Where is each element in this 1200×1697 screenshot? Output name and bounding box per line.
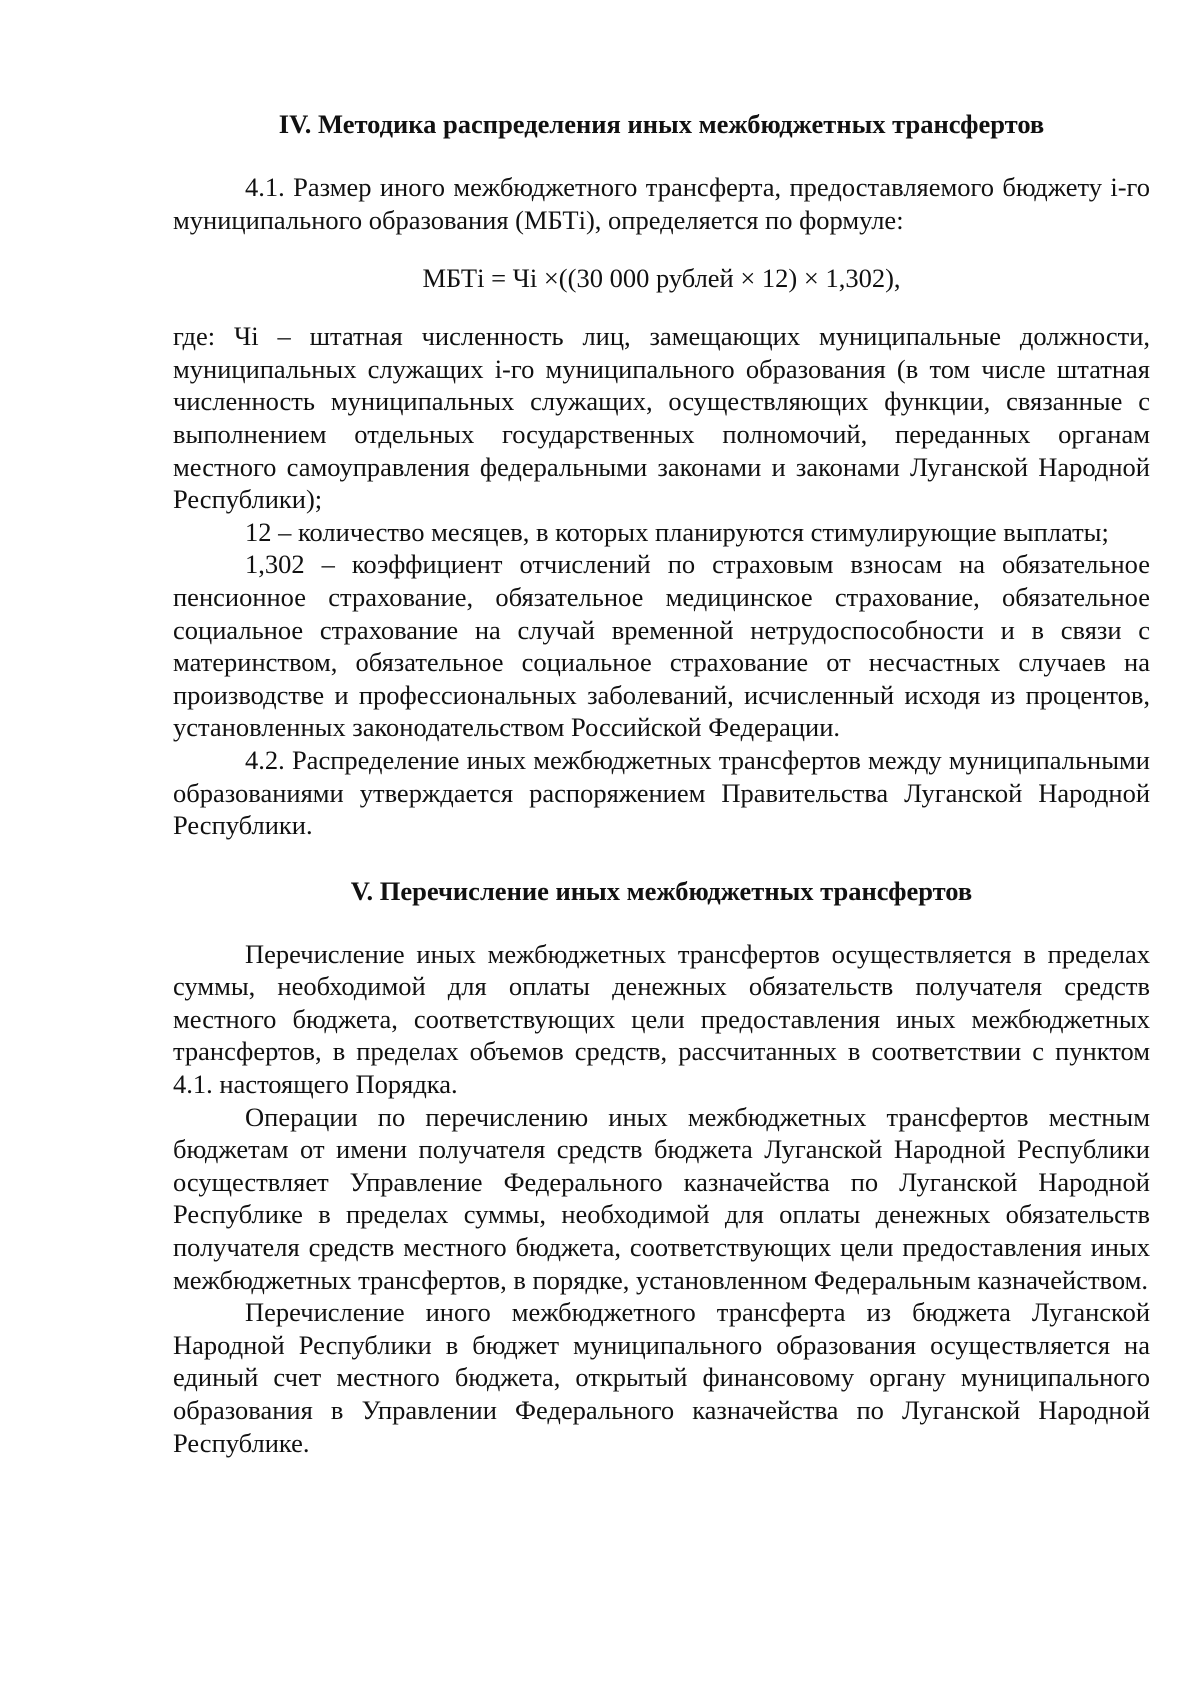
paragraph-4-1: 4.1. Размер иного межбюджетного трансферта, предоставляемого бюджету i-го муниципального образования (МБТi), определяется по формуле: bbox=[173, 172, 1150, 235]
section-5-paragraph-3: Перечисление иного межбюджетного трансферта из бюджета Луганской Народной Республики в бюджет муниципального образования осуществляется на единый счет местного бюджета, открытый финансовому органу муниципального образования в Управлении Федерального казначейства по Луганской Народной Республике. bbox=[173, 1297, 1150, 1458]
where-12-definition: 12 – количество месяцев, в которых планируются стимулирующие выплаты; bbox=[245, 516, 1109, 547]
formula-mbt: МБТi = Чi ×((30 000 рублей × 12) × 1,302), bbox=[422, 263, 901, 294]
section-5-heading: V. Перечисление иных межбюджетных трансфертов bbox=[350, 875, 973, 906]
where-ch-definition: где: Чi – штатная численность лиц, замещающих муниципальные должности, муниципальных служащих i-го муниципального образования (в том числе штатная численность муниципальных служащих, осуществляющих функции, связанные с выполнением отдельных государственных полномочий, переданных органам местного самоуправления федеральными законами и законами Луганской Народной Республики); bbox=[173, 321, 1150, 515]
document-body bbox=[173, 108, 1150, 1459]
section-5-paragraph-2: Операции по перечислению иных межбюджетных трансфертов местным бюджетам от имени получателя средств бюджета Луганской Народной Республики осуществляет Управление Федерального казначейства по Луганской Народной Республике в пределах суммы, необходимой для оплаты денежных обязательств получателя средств местного бюджета, соответствующих цели предоставления иных межбюджетных трансфертов, в порядке, установленном Федеральным казначейством. bbox=[173, 1101, 1150, 1295]
section-4-heading: IV. Методика распределения иных межбюджетных трансфертов bbox=[278, 109, 1045, 139]
where-1302-definition: 1,302 – коэффициент отчислений по страховым взносам на обязательное пенсионное страхование, обязательное медицинское страхование, обязательное социальное страхование на случай временной нетрудоспособности и в связи с материнством, обязательное социальное страхование от несчастных случаев на производстве и профессиональных заболеваний, исчисленный исходя из процентов, установленных законодательством Российской Федерации. bbox=[173, 549, 1150, 743]
paragraph-4-2: 4.2. Распределение иных межбюджетных трансфертов между муниципальными образованиями утверждается распоряжением Правительства Луганской Народной Республики. bbox=[173, 744, 1150, 841]
section-5-paragraph-1: Перечисление иных межбюджетных трансфертов осуществляется в пределах суммы, необходимой для оплаты денежных обязательств получателя средств местного бюджета, соответствующих цели предоставления иных межбюджетных трансфертов, в пределах объемов средств, рассчитанных в соответствии с пунктом 4.1. настоящего Порядка. bbox=[173, 938, 1150, 1100]
